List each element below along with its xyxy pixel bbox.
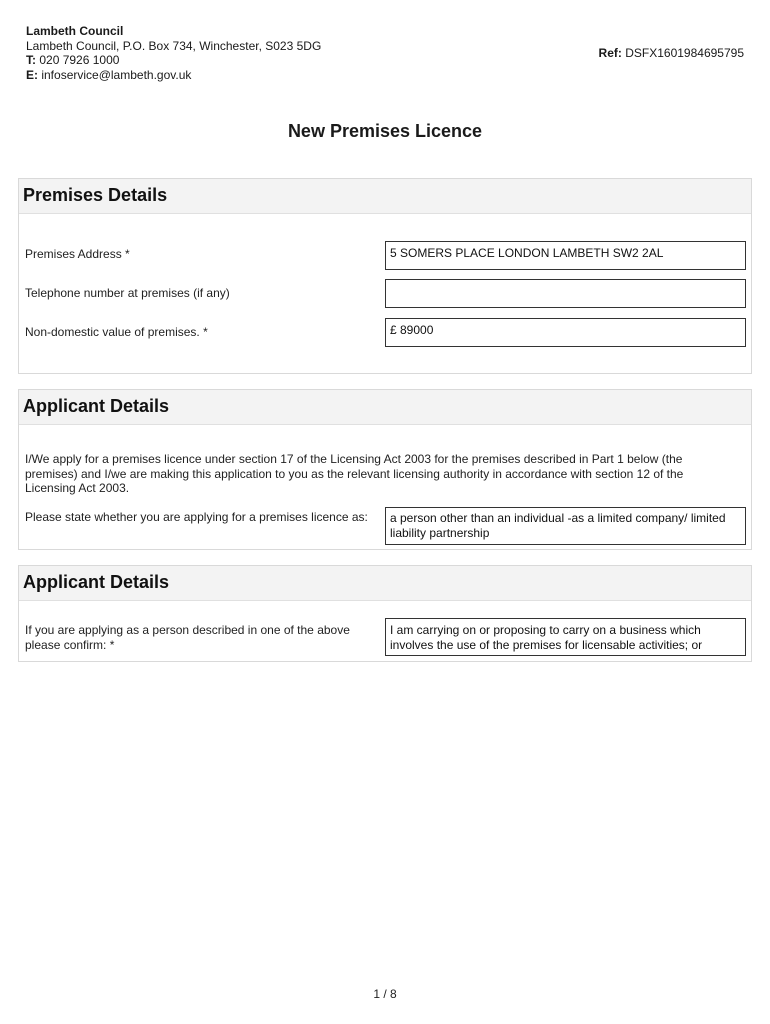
phone-value: 020 7926 1000: [39, 53, 120, 68]
applicant-type-field[interactable]: a person other than an individual -as a limited company/ limited liability partnership: [385, 507, 746, 545]
council-name: Lambeth Council: [26, 24, 124, 38]
premises-address-label: Premises Address *: [25, 247, 130, 261]
email-value: infoservice@lambeth.gov.uk: [41, 67, 192, 82]
premises-telephone-field[interactable]: [385, 279, 746, 308]
page-number: 1 / 8: [373, 987, 397, 1001]
council-phone: [26, 53, 321, 68]
reference-number: [599, 46, 744, 60]
application-intro-text: I/We apply for a premises licence under section 17 of the Licensing Act 2003 for the premises described in Part 1 below (the premises) and I/we are making this application to you as the relevant licensing authority in accordance with section 12 of the Licensing Act 2003.: [25, 452, 684, 496]
non-domestic-value-field[interactable]: £ 89000: [385, 318, 746, 347]
applicant-confirm-field[interactable]: I am carrying on or proposing to carry on a business which involves the use of the premises for licensable activities; or: [385, 618, 746, 656]
ref-label: Ref:: [598, 46, 622, 60]
applicant-type-label: Please state whether you are applying for a premises licence as:: [25, 510, 368, 524]
council-address: Lambeth Council, P.O. Box 734, Winchester, S023 5DG: [26, 38, 322, 53]
document-title: New Premises Licence: [287, 121, 483, 141]
email-label: E:: [26, 67, 38, 82]
applicant-confirm-label: If you are applying as a person described in one of the above please confirm: *: [25, 623, 350, 652]
premises-telephone-label: Telephone number at premises (if any): [25, 286, 230, 300]
applicant-details-heading: Applicant Details: [19, 390, 751, 425]
premises-address-field[interactable]: 5 SOMERS PLACE LONDON LAMBETH SW2 2AL: [385, 241, 746, 270]
applicant-details-section: [18, 389, 752, 550]
non-domestic-value-label: Non-domestic value of premises. *: [25, 325, 208, 339]
council-email: [26, 68, 321, 83]
council-contact-block: [26, 24, 321, 82]
ref-value: DSFX1601984695795: [625, 46, 744, 60]
premises-details-section: [18, 178, 752, 374]
phone-label: T:: [26, 53, 36, 68]
applicant-confirmation-heading: Applicant Details: [19, 566, 751, 601]
applicant-confirmation-section: [18, 565, 752, 662]
premises-details-heading: Premises Details: [19, 179, 751, 214]
